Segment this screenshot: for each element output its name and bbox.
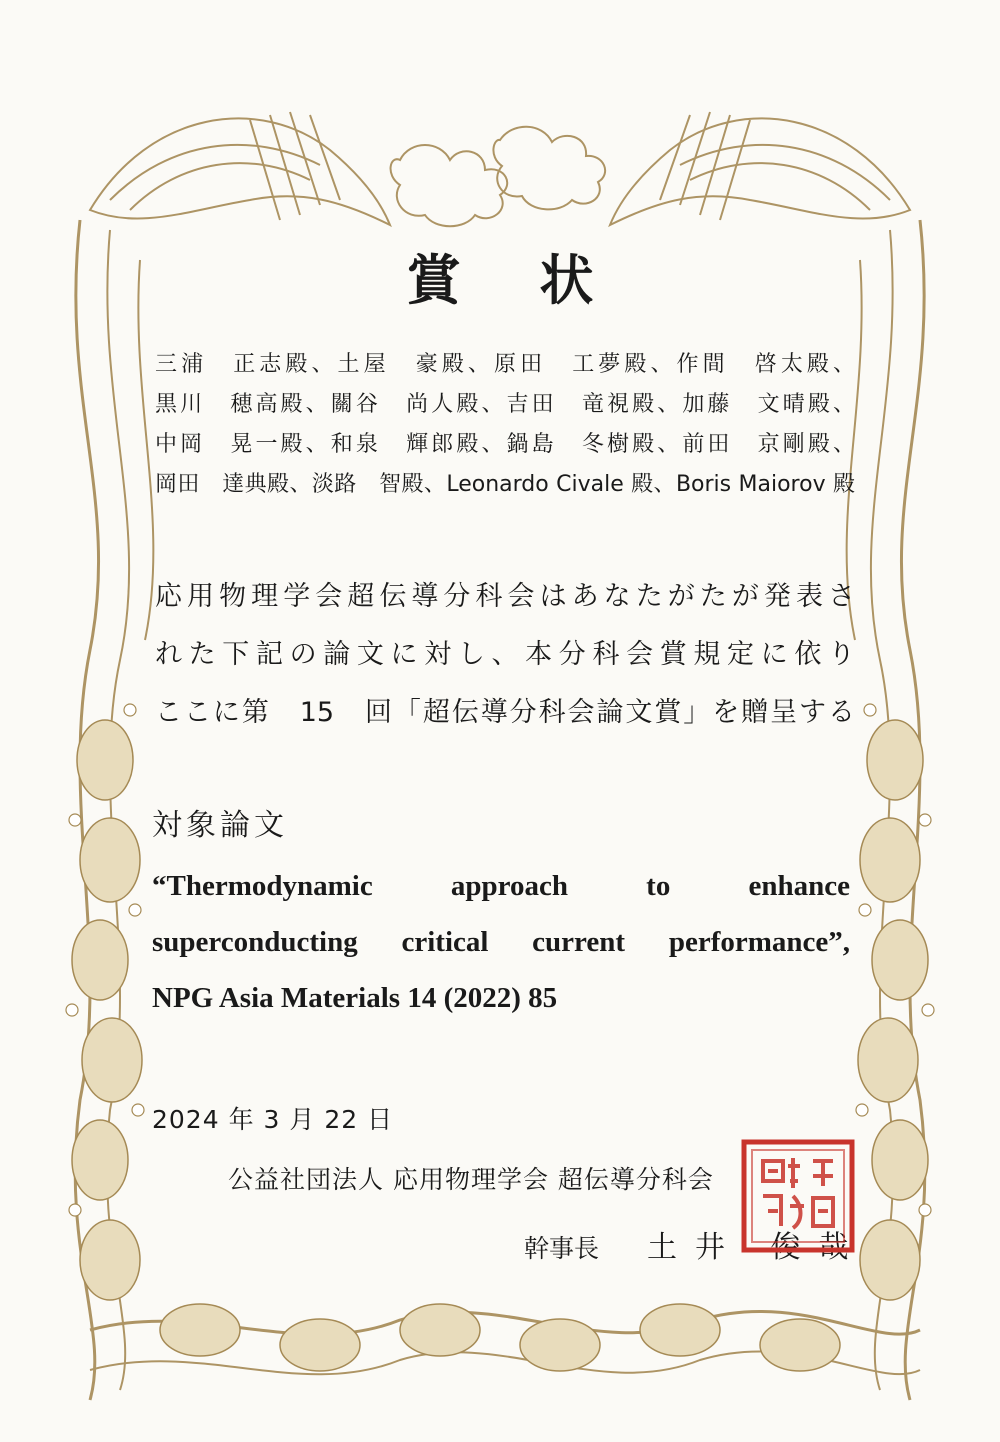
certificate-title: 賞 状 bbox=[406, 248, 624, 312]
statement-line: れた下記の論文に対し、本分科会賞規定に依り bbox=[155, 639, 855, 670]
official-seal-icon bbox=[738, 1136, 858, 1256]
paper-line: “Thermodynamic approach to enhance bbox=[152, 870, 850, 902]
recipient-line: 岡田 達典殿、淡路 智殿、Leonardo Civale 殿、Boris Maiorov 殿 bbox=[155, 472, 855, 497]
issuing-organization: 公益社団法人 応用物理学会 超伝導分科会 bbox=[228, 1165, 714, 1194]
signer-title: 幹事長 bbox=[524, 1234, 600, 1263]
recipient-line: 三浦 正志殿、土屋 豪殿、原田 工夢殿、作間 啓太殿、 bbox=[155, 352, 855, 377]
recipient-line: 黒川 穂高殿、關谷 尚人殿、吉田 竜視殿、加藤 文晴殿、 bbox=[155, 392, 855, 417]
statement-line: ここに第 15 回「超伝導分科会論文賞」を贈呈する bbox=[155, 697, 855, 728]
award-date: 2024 年 3 月 22 日 bbox=[152, 1105, 394, 1134]
paper-line: superconducting critical current performance”, bbox=[152, 926, 850, 958]
paper-line: NPG Asia Materials 14 (2022) 85 bbox=[152, 982, 558, 1014]
recipient-line: 中岡 晃一殿、和泉 輝郎殿、鍋島 冬樹殿、前田 京剛殿、 bbox=[155, 432, 855, 457]
statement-line: 応用物理学会超伝導分科会はあなたがたが発表さ bbox=[155, 581, 855, 612]
paper-citation bbox=[152, 858, 850, 1026]
target-paper-heading: 対象論文 bbox=[152, 808, 288, 843]
signer-name: 土井 俊哉 bbox=[646, 1230, 867, 1265]
recipient-list bbox=[155, 345, 855, 505]
award-statement bbox=[155, 568, 855, 742]
